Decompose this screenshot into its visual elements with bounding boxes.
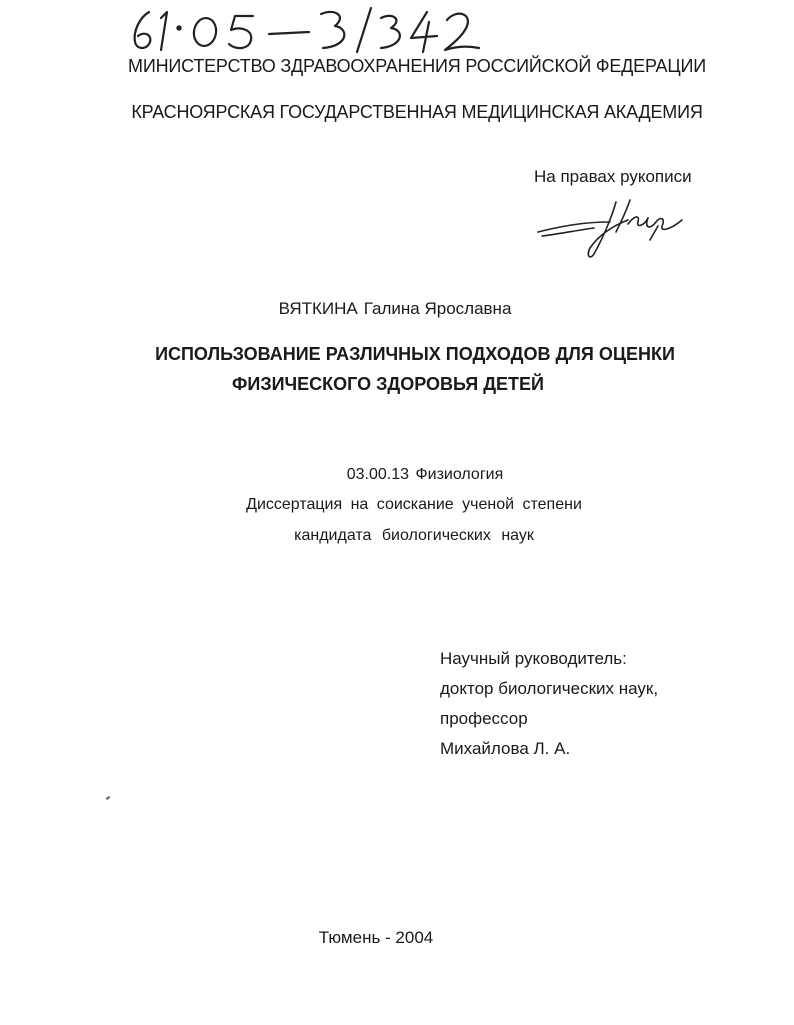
supervisor-rank: профессор xyxy=(440,709,528,728)
academy-header: КРАСНОЯРСКАЯ ГОСУДАРСТВЕННАЯ МЕДИЦИНСКАЯ АКАДЕМИЯ xyxy=(131,102,703,122)
handwritten-signature xyxy=(532,196,692,260)
ministry-header: МИНИСТЕРСТВО ЗДРАВООХРАНЕНИЯ РОССИЙСКОЙ ФЕДЕРАЦИИ xyxy=(128,56,706,76)
scan-speck xyxy=(106,796,110,800)
specialty-code: 03.00.13 Физиология xyxy=(346,466,504,483)
degree-line-2: кандидата биологических наук xyxy=(294,527,534,544)
city-year: Тюмень - 2004 xyxy=(318,928,434,947)
handwritten-archive-code xyxy=(125,4,485,54)
supervisor-name: Михайлова Л. А. xyxy=(440,739,571,758)
supervisor-block xyxy=(440,644,658,764)
author-surname: ВЯТКИНА xyxy=(278,299,358,318)
rights-note: На правах рукописи xyxy=(534,167,692,186)
thesis-title-line-1: ИСПОЛЬЗОВАНИЕ РАЗЛИЧНЫХ ПОДХОДОВ ДЛЯ ОЦЕНКИ xyxy=(155,344,675,364)
author-name xyxy=(0,299,792,319)
degree-line-1: Диссертация на соискание ученой степени xyxy=(246,496,582,513)
thesis-title-line-2: ФИЗИЧЕСКОГО ЗДОРОВЬЯ ДЕТЕЙ xyxy=(232,374,544,394)
supervisor-degree: доктор биологических наук, xyxy=(440,679,659,698)
author-given-names: Галина Ярославна xyxy=(363,299,512,318)
supervisor-label: Научный руководитель: xyxy=(440,649,627,668)
